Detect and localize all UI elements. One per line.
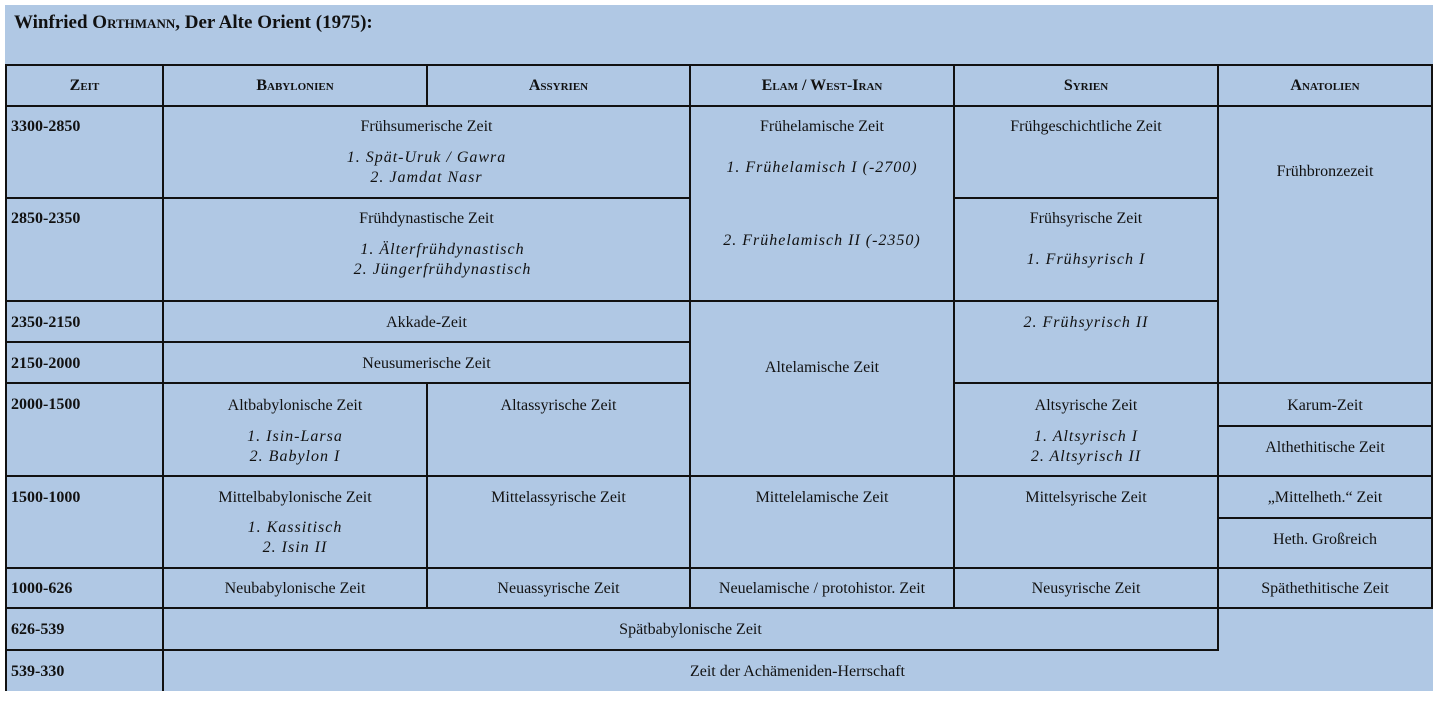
fruehsyrisch-phase-2: 2. Frühsyrisch II xyxy=(1023,314,1149,331)
mittelbabylonisch-title: Mittelbabylonische Zeit xyxy=(218,489,372,506)
altbabylonisch-phases: 1. Isin-Larsa 2. Babylon I xyxy=(247,428,343,465)
year-label: 539-330 xyxy=(11,663,65,680)
neuassyrisch-zeit: Neuassyrische Zeit xyxy=(497,580,620,597)
fruehdynastisch-phases: 1. Älterfrühdynastisch 2. Jüngerfrühdynastisch xyxy=(353,241,532,278)
fruehsyrisch-phase-1: 1. Frühsyrisch I xyxy=(1026,251,1146,268)
header-babylonien: Babylonien xyxy=(256,77,334,94)
althethitisch-zeit: Althethitische Zeit xyxy=(1265,439,1385,456)
table-rule xyxy=(953,64,955,609)
fruehdynastisch-title: Frühdynastische Zeit xyxy=(359,210,494,227)
mittelhethitisch-zeit: „Mittelheth.“ Zeit xyxy=(1267,489,1383,506)
mittelassyrisch-zeit: Mittelassyrische Zeit xyxy=(491,489,626,506)
fruehbronzezeit: Frühbronzezeit xyxy=(1276,163,1374,180)
neusyrisch-zeit: Neusyrische Zeit xyxy=(1031,580,1141,597)
year-label: 1000-626 xyxy=(11,580,73,597)
akkade-zeit: Akkade-Zeit xyxy=(386,314,467,331)
table-rule xyxy=(5,567,1433,569)
year-label: 2150-2000 xyxy=(11,355,81,372)
achaemeniden-zeit: Zeit der Achämeniden-Herrschaft xyxy=(689,663,905,680)
fruehsyrisch-title: Frühsyrische Zeit xyxy=(1029,210,1143,227)
table-rule xyxy=(5,649,1219,651)
table-rule xyxy=(5,607,1433,609)
spaetbabylonisch-zeit: Spätbabylonische Zeit xyxy=(619,621,762,638)
header-assyrien: Assyrien xyxy=(528,77,589,94)
neubabylonisch-zeit: Neubabylonische Zeit xyxy=(224,580,366,597)
table-rule xyxy=(5,197,691,199)
table-rule xyxy=(953,382,1433,384)
fruehsumerisch-title: Frühsumerische Zeit xyxy=(360,118,493,135)
header-elam: Elam / West-Iran xyxy=(761,77,883,94)
neuelamisch-zeit: Neuelamische / protohistor. Zeit xyxy=(718,580,926,597)
fruehsumerisch-phases: 1. Spät-Uruk / Gawra 2. Jamdat Nasr xyxy=(346,149,507,186)
table-rule xyxy=(689,64,691,609)
mittelsyrisch-zeit: Mittelsyrische Zeit xyxy=(1025,489,1147,506)
mittelbabylonisch-phases: 1. Kassitisch 2. Isin II xyxy=(247,519,343,556)
year-label: 2850-2350 xyxy=(11,210,81,227)
table-rule xyxy=(1217,64,1219,651)
year-label: 2350-2150 xyxy=(11,314,81,331)
table-rule xyxy=(5,382,691,384)
year-label: 2000-1500 xyxy=(11,396,81,413)
table-rule xyxy=(5,300,1219,302)
document-title: Winfried Orthmann, Der Alte Orient (1975): xyxy=(14,12,373,33)
year-label: 3300-2850 xyxy=(11,118,81,135)
spaethethitisch-zeit: Späthethitische Zeit xyxy=(1261,580,1389,597)
fruehelamisch-phase-1: 1. Frühelamisch I (-2700) xyxy=(726,159,918,176)
hethitisches-grossreich: Heth. Großreich xyxy=(1273,531,1377,548)
altelamisch-zeit: Altelamische Zeit xyxy=(764,359,880,376)
altassyrisch-zeit: Altassyrische Zeit xyxy=(500,397,617,414)
header-syrien: Syrien xyxy=(1063,77,1109,94)
neusumerisch-zeit: Neusumerische Zeit xyxy=(362,355,491,372)
table-rule xyxy=(5,341,691,343)
table-rule xyxy=(1217,517,1433,519)
altsyrisch-phases: 1. Altsyrisch I 2. Altsyrisch II xyxy=(1030,428,1142,465)
karum-zeit: Karum-Zeit xyxy=(1287,397,1363,414)
fruehgeschichtlich-zeit: Frühgeschichtliche Zeit xyxy=(1010,118,1162,135)
header-anatolien: Anatolien xyxy=(1290,77,1360,94)
year-label: 626-539 xyxy=(11,621,65,638)
altsyrisch-title: Altsyrische Zeit xyxy=(1034,397,1138,414)
year-label: 1500-1000 xyxy=(11,489,81,506)
altbabylonisch-title: Altbabylonische Zeit xyxy=(227,397,363,414)
mittelelamisch-zeit: Mittelelamische Zeit xyxy=(755,489,889,506)
table-rule xyxy=(1217,425,1433,427)
fruehelamisch-title: Frühelamische Zeit xyxy=(760,118,884,135)
table-rule xyxy=(953,197,1219,199)
table-rule xyxy=(1431,64,1433,609)
header-zeit: Zeit xyxy=(69,77,100,94)
fruehelamisch-phase-2: 2. Frühelamisch II (-2350) xyxy=(723,232,921,249)
table-rule xyxy=(5,475,1433,477)
